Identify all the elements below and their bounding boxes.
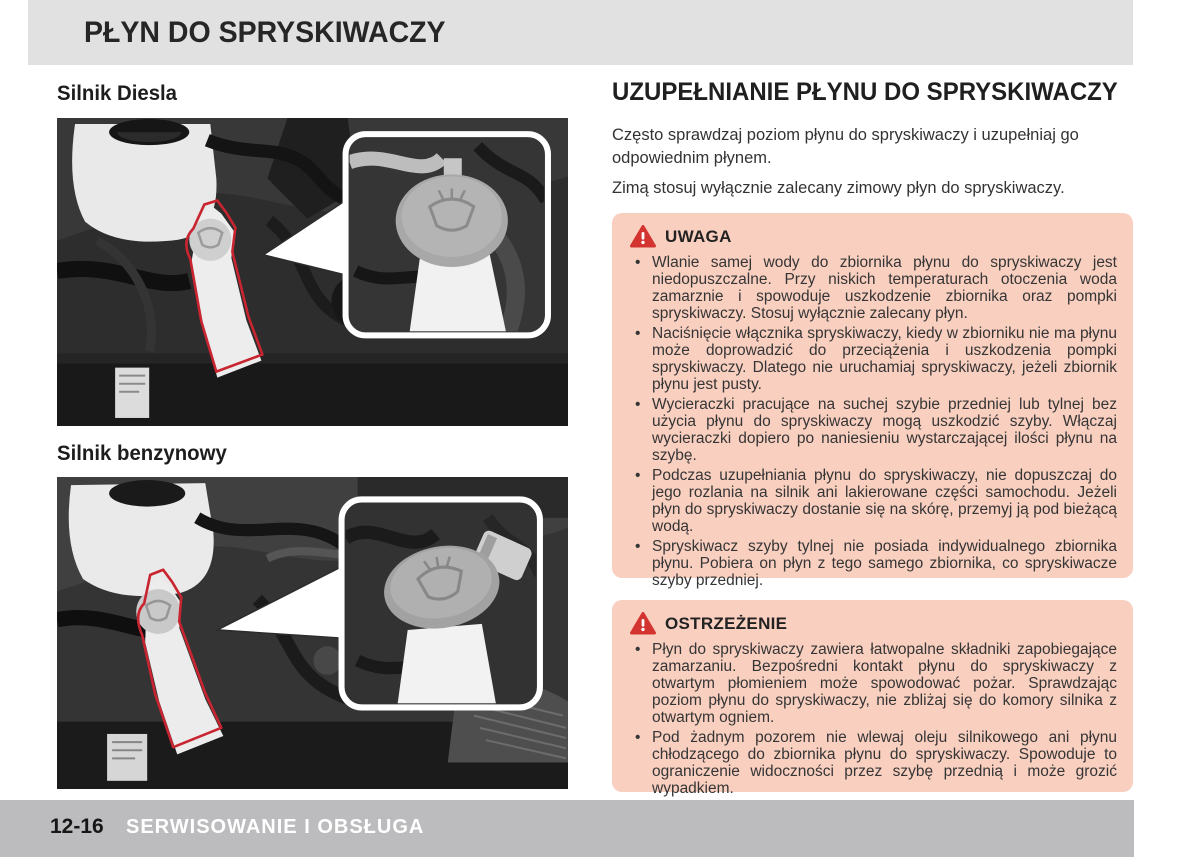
- washer-neck-closeup: [398, 624, 496, 704]
- diesel-engine-heading: Silnik Diesla: [57, 82, 178, 105]
- warning-title: OSTRZEŻENIE: [665, 613, 788, 633]
- caution-bullet: • Podczas uzupełniania płynu do spryskiwaczy, nie dopuszczaj do jego rozlania na silnik ani lakierowane części samochodu. Jeżeli płyn do spryskiwaczy dostanie się na skórę, przemyj ją pod bieżącą wodą.: [628, 467, 1117, 535]
- intro-paragraph: Często sprawdzaj poziom płynu do spryskiwaczy i uzupełniaj go odpowiednim płynem.: [612, 126, 1079, 167]
- intro-paragraph: Zimą stosuj wyłącznie zalecany zimowy płyn do spryskiwaczy.: [612, 179, 1065, 197]
- engine-bay-illustration: [57, 477, 568, 789]
- caution-bullet: • Spryskiwacz szyby tylnej nie posiada indywidualnego zbiornika płynu. Pobiera on płyn z tego samego zbiornika, co spryskiwacze szyby przedniej.: [628, 538, 1117, 589]
- caution-bullet: • Naciśnięcie włącznika spryskiwaczy, kiedy w zbiorniku nie ma płynu może doprowadzić do przeciążenia i uszkodzenia pompki spryskiwaczy. Dlatego nie uruchamiaj spryskiwaczy, jeżeli zbiornik płynu jest pusty.: [628, 325, 1117, 393]
- caution-title: UWAGA: [665, 226, 732, 246]
- magnifier-inset: [346, 134, 548, 335]
- footer-band: [0, 800, 1134, 857]
- footer-page-number: 12-16: [50, 815, 104, 838]
- petrol-engine-heading: Silnik benzynowy: [57, 442, 227, 465]
- warning-box: [612, 600, 1133, 797]
- warning-bullet-list: [628, 641, 1117, 797]
- caution-bullet: • Wycieraczki pracujące na suchej szybie przedniej lub tylnej bez użycia płynu do spryskiwaczy mogą uszkodzić szyby. Włączaj wycieraczki dopiero po naniesieniu wystarczającej ilości płynu na szybę.: [628, 396, 1117, 464]
- warning-bullet: • Płyn do spryskiwaczy zawiera łatwopalne składniki zapobiegające zamarzaniu. Bezpośredni kontakt płynu do spryskiwaczy z otwartym płomieniem może spowodować pożar. Sprawdzając poziom płynu do spryskiwaczy, nie zbliżaj się do komory silnika z otwartym ogniem.: [628, 641, 1117, 726]
- engine-bay-illustration: [57, 118, 568, 426]
- petrol-engine-photo: [57, 477, 568, 789]
- coolant-cap: [109, 480, 185, 507]
- caution-box: [612, 213, 1133, 589]
- page-title: PŁYN DO SPRYSKIWACZY: [84, 16, 446, 49]
- warning-triangle-icon: [630, 612, 656, 635]
- caution-bullet: • Wlanie samej wody do zbiornika płynu do spryskiwaczy jest niedopuszczalne. Przy niskich temperaturach otoczenia woda zamarznie i spowoduje uszkodzenie zbiornika oraz pompki spryskiwaczy. Stosuj wyłącznie zalecany płyn.: [628, 254, 1117, 322]
- warning-bullet: • Pod żadnym pozorem nie wlewaj oleju silnikowego ani płynu chłodzącego do zbiornika płynu do spryskiwaczy. Spowoduje to ograniczenie widoczności przez szybę przednią i może grozić wypadkiem.: [628, 729, 1117, 797]
- warning-triangle-icon: [630, 225, 656, 248]
- caution-bullet-list: [628, 254, 1117, 589]
- section-heading: UZUPEŁNIANIE PŁYNU DO SPRYSKIWACZY: [612, 78, 1118, 106]
- magnifier-inset: [342, 499, 540, 707]
- footer-section-title: SERWISOWANIE I OBSŁUGA: [126, 816, 425, 838]
- diesel-engine-photo: [57, 118, 568, 426]
- header-band: [28, 0, 1133, 65]
